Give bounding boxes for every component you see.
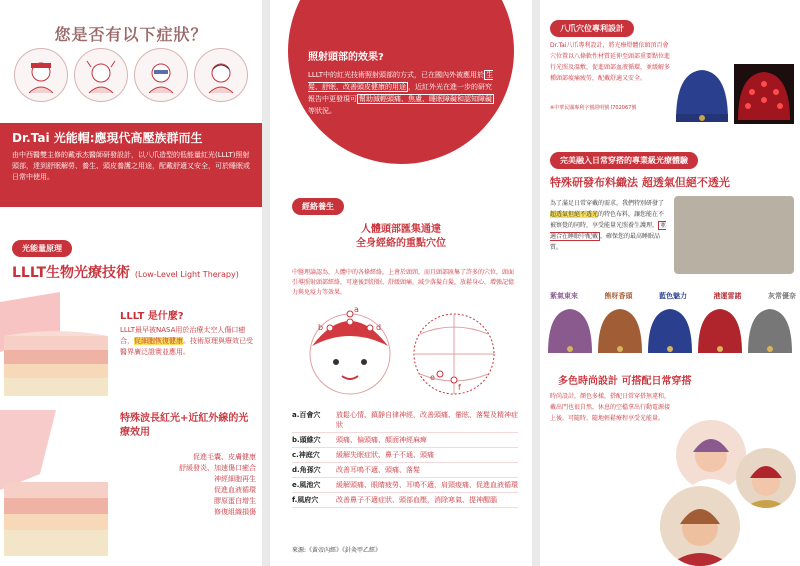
- symptom-stress-illustration: [74, 48, 128, 102]
- fabric-text-a: 為了滿足日常穿戴的需求，我們特別研發了: [550, 200, 665, 207]
- acupoint-row: [292, 448, 518, 463]
- wavelength-title: 特殊波長紅光+近紅外線的光療效用: [120, 413, 249, 438]
- effect-item: 促進毛囊、皮膚健康: [193, 453, 256, 461]
- cap-button-5: [767, 346, 773, 352]
- acupoint-desc: 緩解頭痛、眼睛疲勞、耳鳴不適，肩頸痠痛、促進血液循環: [336, 481, 518, 489]
- fabric-text-c: ，確保您的最高睡眠品質。: [550, 233, 661, 251]
- banner-text: 由中西醫雙主修的戴承杰醫師研發設計，以八爪造型的低能量紅光(LLLT)照射頭部，達到舒眠解勞、養生、頭皮養護之用途，配戴舒適又安全，可於睡眠或日常中使用。: [12, 151, 250, 181]
- head-label-a: a: [354, 305, 359, 314]
- meridian-pill: 經絡養生: [292, 198, 344, 215]
- circle-text: [308, 69, 496, 117]
- color-label: 熊呀香頭: [604, 292, 633, 300]
- circle-title: 照射頭部的效果?: [308, 52, 384, 63]
- lllt-title: [12, 262, 239, 282]
- head-label-b: b: [318, 323, 324, 332]
- cap-button-1: [567, 346, 573, 352]
- head-label-e: e: [430, 373, 435, 382]
- cap-button-3: [667, 346, 673, 352]
- lllt-title-main: LLLT生物光療技術: [12, 265, 130, 281]
- symptoms-title: 您是否有以下症狀？: [54, 25, 208, 44]
- acupoint-row: [292, 408, 518, 433]
- elder-wearing-cap-photo: [660, 486, 740, 566]
- panel-acupoints: [270, 0, 532, 566]
- head-label-d: d: [376, 323, 382, 332]
- symptom-headache-illustration: [14, 48, 68, 102]
- color-label: 紫氣東來: [550, 292, 578, 300]
- effect-item: 神經細胞再生: [214, 475, 256, 483]
- acupoint-list: [292, 408, 518, 508]
- patent-note: ※中華民國專利字號證明號 I702067號: [550, 105, 637, 111]
- head-label-c: c: [354, 325, 359, 334]
- cap-product-images: [672, 62, 794, 126]
- circle-text-a: LLLT中的紅光技術照射頭部的方式，已在國內外被應用於: [308, 71, 485, 79]
- source-note: 來源:《黃帝內經》《針灸甲乙經》: [292, 547, 382, 554]
- fashion-heading: 多色時尚設計 可搭配日常穿搭: [558, 376, 692, 387]
- cap-button-4: [717, 346, 723, 352]
- effects-list: [179, 452, 256, 518]
- circle-box-2: 幫助減輕頭痛、焦慮、睡眠障礙和認知障礙: [359, 95, 492, 103]
- acupoint-row: [292, 463, 518, 478]
- skin-layer-illustration-1: [0, 292, 112, 400]
- fabric-text: [550, 198, 668, 253]
- red-light-cap-image: [734, 64, 794, 124]
- symptom-hair-loss-illustration: [194, 48, 248, 102]
- acupoint-name: a.百會穴: [292, 411, 321, 419]
- color-label-row: [550, 291, 796, 301]
- patent-pill: 八爪穴位專利設計: [550, 20, 634, 37]
- effects-circle: [288, 0, 514, 164]
- meridian-heading-2: 全身經絡的重點穴位: [356, 238, 446, 249]
- cap-button-2: [617, 346, 623, 352]
- effect-item: 促進血液循環: [214, 486, 256, 494]
- color-label: 藍色魅力: [659, 292, 687, 300]
- effect-item: 舒緩發炎、加速傷口癒合: [179, 464, 256, 472]
- lllt-what-text-a: LLLT最早被NASA用於治療太空人傷口癒合，: [120, 326, 246, 345]
- meridian-heading-1: 人體頭部匯集通達: [361, 224, 441, 235]
- blue-cap-image: [676, 70, 728, 122]
- acupoint-name: f.風府穴: [292, 496, 319, 504]
- fabric-texture-image: [674, 196, 794, 274]
- acupoint-name: d.角孫穴: [292, 466, 321, 474]
- circle-text-b: ，近紅外光在進一步的研究報告中更發現可: [308, 83, 492, 103]
- circle-text-c: 等狀況。: [308, 107, 336, 115]
- effect-item: 膠原蛋白增生: [214, 497, 256, 505]
- banner-title: Dr.Tai 光能帽:應現代高壓族群而生: [12, 131, 203, 145]
- acupoint-row: [292, 493, 518, 508]
- acupoint-desc: 改善鼻子不適症狀、頭部血壓，消除寒氣、提神醒腦: [336, 496, 497, 504]
- intro-banner: [0, 123, 262, 207]
- head-acupoint-diagram: [290, 300, 514, 400]
- patent-intro: Dr.Tai八爪專利設計，將光療燈體依頭頂百會穴位置以八條軟性材質延伸至頭部重要點位進行光照及溫敷，促進頭部血液循環，並緩解多種頭部痠痛疲勞，配戴舒適又安全。: [550, 42, 671, 82]
- lllt-what-text-b: 。技術原理與療效已受醫界廣泛證實並應用。: [120, 337, 253, 356]
- circle-box-1: 生髮、舒眠、改善頭皮健康的用途: [308, 71, 494, 91]
- fabric-highlight: 超透氣但絕不透光: [550, 211, 599, 218]
- lllt-title-sub: (Low-Level Light Therapy): [134, 270, 239, 279]
- child-wearing-cap-photo: [736, 448, 796, 508]
- fabric-heading: 特殊研發布料織法 超透氣但絕不透光: [550, 176, 730, 189]
- acupoint-desc: 頭痛、偏頭痛、顏面神經麻痺: [336, 436, 427, 444]
- acupoint-name: e.風池穴: [292, 481, 321, 489]
- acupoint-desc: 改善耳鳴不適、頭痛、落髮: [336, 466, 420, 474]
- lllt-what-text: [120, 325, 258, 358]
- lllt-what-block: [120, 307, 258, 358]
- head-label-f: f: [458, 383, 461, 392]
- daily-wear-pill: 完美融入日常穿搭的專業級光療體驗: [550, 152, 698, 169]
- symptom-insomnia-illustration: [134, 48, 188, 102]
- acupoint-name: c.神庭穴: [292, 451, 320, 459]
- panel-symptoms: [0, 0, 262, 566]
- color-label: 港運雷諾: [713, 292, 742, 300]
- panel-product: [540, 0, 800, 566]
- acupoint-desc: 緩解失眠症狀、鼻子不通、頭痛: [336, 451, 434, 459]
- acupoint-desc: 放鬆心情、鎮靜自律神經，改善頭痛、暈眩、落髮及精神症狀: [336, 411, 518, 429]
- color-cap-row: [544, 305, 796, 357]
- acupoint-row: [292, 478, 518, 493]
- principle-pill: 光能量原理: [12, 240, 72, 257]
- effect-item: 修復組織損傷: [214, 508, 256, 516]
- color-label: 灰常優奈: [768, 292, 796, 300]
- meridian-heading: [270, 223, 532, 251]
- acupoint-name: b.頭維穴: [292, 436, 321, 444]
- meridian-intro: 中醫理論認為，人體中的各條經絡，上會於頭頸，而且頭部匯集了許多的穴位，頭面引導照射頭部經絡，可達後到舒眠、舒緩頭痛，減少落髮白髮，放鬆身心，增強記憶力與免疫力等效果。: [292, 269, 515, 296]
- fabric-text-b: 的特色布料，讓您能在不被察覺的同時，享受能量光照養生護理，: [550, 211, 665, 229]
- skin-layer-illustration-2: [0, 410, 112, 560]
- lllt-what-highlight: 促細胞恢復健康: [134, 337, 183, 345]
- fabric-box: 並適合在睡眠中配戴: [550, 222, 667, 240]
- acupoint-row: [292, 433, 518, 448]
- lllt-what-title: LLLT 是什麼?: [120, 311, 184, 322]
- fashion-text: 時尚設計，顏色多樣，搭配日常穿搭無違和，戴出門也很自然，休息的空檔拿出行動電源接上後，可隨時、隨地輕鬆療程享受光能量。: [550, 393, 671, 422]
